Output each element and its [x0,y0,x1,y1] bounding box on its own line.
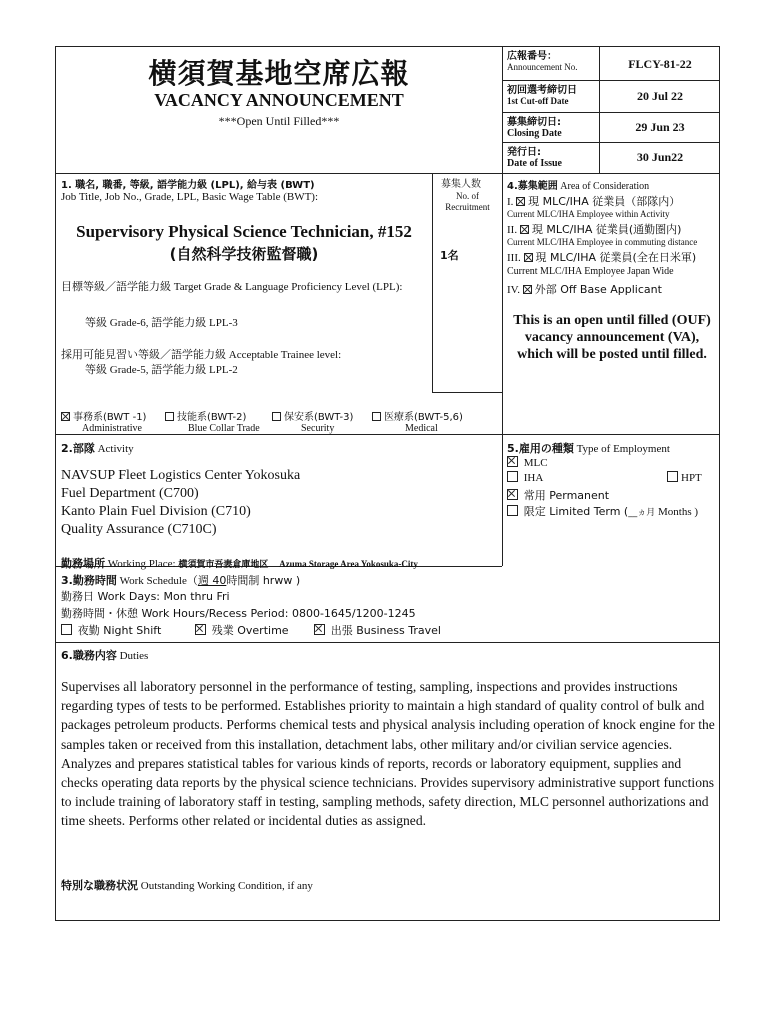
section1-heading: 1. 職名, 職番, 等級, 語学能力級 (LPL), 給与表 (BWT) [61,180,315,191]
recruit-header: 募集人数 [441,179,481,190]
area-option-2[interactable]: II. 現 MLC/IHA 従業員(通勤圏内) [507,223,682,236]
activity-line: Quality Assurance (C710C) [61,522,217,537]
employment-limited[interactable]: 限定 Limited Term (__ヵ月 Months ) [507,503,698,519]
work-days: 勤務日 Work Days: Mon thru Fri [61,590,230,603]
bwt-medical[interactable]: 医療系(BWT-5,6) [372,408,463,423]
duties-text: Supervises all laboratory personnel in the performance of testing, sampling, inspections and provides instructions regarding types of tests to be performed. Establishes priority to maintain a high standard of quality control of bulk and packages petroleum products. Performs chemical tests and physical analysis including operation of knock engine for the samples taken or received from this installation, detachment labs, other military and/or civilian service agencies. Analyzes and prepares statistical tables for various kinds of reports, records or laboratory equipment, supplies and checks operating data reports by the physical science technicians. Provides supervisory administrative support functions to include training of laboratory staff in testing, sampling methods, safety direction, MLC personnel authorizations and time sheets. Performs other related or incidental duties as assigned. [61,679,715,829]
checkbox-checked-icon [507,456,518,467]
trainee-level-value: 等級 Grade-5, 語学能力級 LPL-2 [85,364,238,376]
night-shift-option[interactable]: 夜勤 Night Shift [61,622,161,638]
announcement-no-label: 広報番号： Announcement No. [507,51,578,72]
checkbox-checked-icon [507,489,518,500]
section4-heading: 4.募集範囲 Area of Consideration [507,181,650,192]
checkbox-empty-icon [61,624,72,635]
checkbox-checked-icon [314,624,325,635]
job-title-jp: (自然科学技術監督職) [169,245,319,263]
checkbox-empty-icon [272,412,281,421]
checkbox-empty-icon [165,412,174,421]
title-jp: 横須賀基地空席広報 [148,57,410,90]
bwt-security[interactable]: 保安系(BWT-3) [272,408,353,423]
bwt-administrative-sub: Administrative [82,423,142,434]
section6-heading: 6.職務内容 Duties [61,649,149,662]
target-grade-value: 等級 Grade-6, 語学能力級 LPL-3 [85,317,238,329]
bwt-security-sub: Security [301,423,335,434]
checkbox-empty-icon [507,505,518,516]
business-travel-option[interactable]: 出張 Business Travel [314,622,441,638]
recruit-bottom-line [432,392,502,393]
recruit-count: 1名 [440,249,459,262]
cutoff-value: 20 Jul 22 [636,89,683,103]
area-option-3-sub: Current MLC/IHA Employee Japan Wide [507,266,674,277]
activity-line: NAVSUP Fleet Logistics Center Yokosuka [61,468,301,483]
area-option-4[interactable]: IV. 外部 Off Base Applicant [507,283,662,296]
section1-bottom-line [55,434,720,435]
section3-bottom-line [55,642,720,643]
checkbox-checked-icon [523,285,532,294]
area-option-1-sub: Current MLC/IHA Employee within Activity [507,209,670,219]
working-place: 勤務場所 Working Place: 横須賀市吾妻倉庫地区 Azuma Storage Area Yokosuka-City [61,557,418,570]
area-option-1[interactable]: I. 現 MLC/IHA 従業員（部隊内） [507,195,681,208]
activity-line: Fuel Department (C700) [61,486,199,501]
checkbox-checked-icon [524,253,533,262]
activity-line: Kanto Plain Fuel Division (C710) [61,504,251,519]
checkbox-checked-icon [516,197,525,206]
recruit-header-en: No. of Recruitment [445,191,490,212]
issue-label: 発行日: Date of Issue [507,147,562,169]
section3-heading: 3.勤務時間 Work Schedule（週 40時間制 hrww ) [61,574,301,587]
section5-heading: 5.雇用の種類 Type of Employment [507,442,670,455]
section1-heading-en: Job Title, Job No., Grade, LPL, Basic Wage Table (BWT): [61,191,319,203]
employment-iha[interactable]: IHA [507,471,543,484]
cutoff-label: 初回選考締切日 1st Cut-off Date [507,85,577,106]
ouf-notice: This is an open until filled (OUF) vacancy announcement (VA), which will be posted until filled. [513,313,711,362]
checkbox-empty-icon [507,471,518,482]
header-divider [502,46,503,434]
trainee-level-label: 採用可能見習い等級／語学能力級 Acceptable Trainee level: [61,349,342,361]
bwt-blue-collar-sub: Blue Collar Trade [188,423,260,434]
work-hours: 勤務時間・休憩 Work Hours/Recess Period: 0800-1645/1200-1245 [61,607,416,620]
checkbox-checked-icon [520,225,529,234]
bwt-medical-sub: Medical [405,423,438,434]
closing-label: 募集締切日: Closing Date [507,117,562,139]
closing-value: 29 Jun 23 [635,120,685,134]
employment-mlc[interactable]: MLC [507,456,548,469]
area-option-3[interactable]: III. 現 MLC/IHA 従業員(全在日米軍) [507,251,697,264]
open-note: ***Open Until Filled*** [218,114,340,128]
overtime-option[interactable]: 残業 Overtime [195,622,289,638]
bwt-blue-collar[interactable]: 技能系(BWT-2) [165,408,246,423]
section2-heading: 2.部隊 Activity [61,442,134,455]
announcement-no-value: FLCY-81-22 [628,57,692,71]
employment-hpt[interactable]: HPT [667,471,702,484]
outstanding-condition: 特別な職務状況 Outstanding Working Condition, if any [61,879,313,892]
checkbox-checked-icon [195,624,206,635]
checkbox-empty-icon [667,471,678,482]
target-grade-label: 目標等級／語学能力級 Target Grade & Language Proficiency Level (LPL): [61,281,403,293]
employment-permanent[interactable]: 常用 Permanent [507,487,609,503]
section2-divider [502,434,503,566]
job-title: Supervisory Physical Science Technician, #152 [76,222,412,241]
area-option-2-sub: Current MLC/IHA Employee in commuting distance [507,237,698,247]
title-en: VACANCY ANNOUNCEMENT [154,90,404,110]
issue-value: 30 Jun22 [636,150,684,164]
checkbox-empty-icon [372,412,381,421]
bwt-administrative[interactable]: 事務系(BWT -1) [61,408,146,423]
checkbox-checked-icon [61,412,70,421]
header-bottom-line [55,173,720,174]
